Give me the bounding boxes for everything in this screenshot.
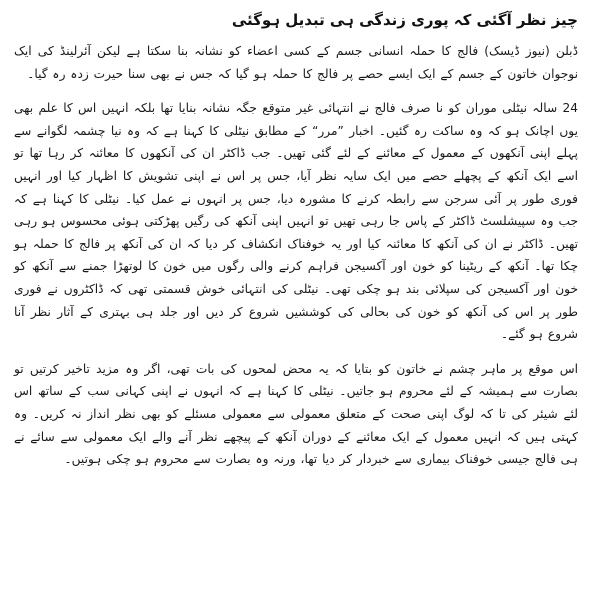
article-paragraph-3: اس موقع پر ماہر چشم نے خاتون کو بتایا کہ یہ محض لمحوں کی بات تھی، اگر وہ مزید تاخیر کرتیں تو بصارت سے ہمیشہ کے لئے محروم ہو جاتیں۔ نیٹلی کا کہنا ہے کہ انہوں نے اپنی کہانی سب کے ساتھ اس لئے شیئر کی تا کہ لوگ اپنی صحت کے متعلق معمولی سے معمولی مسئلے کو بھی نظر انداز نہ کریں۔ وہ کہتی ہیں کہ انہیں معمول کے ایک معائنے کے دوران آنکھ کے پیچھے نظر آنے والے ایک معمولی سے سائے نے ہی فالج جیسی خوفناک بیماری سے خبردار کر دیا تھا، ورنہ وہ بصارت سے محروم ہو چکی ہوتیں۔ <box>14 361 578 467</box>
article-headline: چیز نظر آگئی کہ پوری زندگی ہی تبدیل ہوگئی <box>231 11 578 29</box>
article-paragraph-1: ڈبلن (نیوز ڈیسک) فالج کا حملہ انسانی جسم کے کسی اعضاء کو نشانہ بنا سکتا ہے لیکن آئرلینڈ کی ایک نوجوان خاتون کے جسم کے ایک ایسے حصے پر فالج کا حملہ ہو گیا کہ جس نے بھی سنا حیرت زدہ رہ گیا۔ <box>14 44 578 81</box>
article-paragraph-2: 24 سالہ نیٹلی موران کو نا صرف فالج نے انتہائی غیر متوقع جگہ نشانہ بنایا تھا بلکہ انہیں اس کا علم بھی یوں اچانک ہو کہ وہ ساکت رہ گئیں۔ اخبار ”مرر“ کے مطابق نیٹلی کا کہنا ہے کہ وہ نیا چشمہ لگوانے سے پہلے اپنی آنکھوں کے معمول کے معائنے کے لئے گئی تھیں۔ جب ڈاکٹر ان کی آنکھوں کا معائنہ کر رہا تھا تو اسے ایک آنکھ کے پچھلے حصے میں ایک سایہ نظر آیا، جس پر اس نے اپنی تشویش کا اظہار کیا اور انہیں فوری طور پر آئی سرجن سے رابطہ کرنے کا مشورہ دیا، جس پر انہوں نے عمل کیا۔ نیٹلی کا کہنا ہے کہ جب وہ سپیشلسٹ ڈاکٹر کے پاس جا رہی تھیں تو انہیں اپنی آنکھ کی رگیں پھڑکتی ہوئی محسوس ہو رہی تھیں۔ ڈاکٹر نے ان کی آنکھ کا معائنہ کیا اور یہ خوفناک انکشاف کر دیا کہ ان کی آنکھ پر فالج کا حملہ ہو چکا تھا۔ آنکھ کے ریٹینا کو خون اور آکسیجن فراہم کرنے والی رگوں میں خون کا لوتھڑا جمنے سے آنکھ کو خون اور آکسیجن کی سپلائی بند ہو چکی تھی۔ نیٹلی کی انتہائی خوش قسمتی تھی کہ ڈاکٹروں نے فوری طور پر اس کی آنکھ کو خون کی بحالی کی کوششیں شروع کر دیں اور جلد ہی بہتری کے آثار نظر آنا شروع ہو گئے۔ <box>14 101 578 342</box>
